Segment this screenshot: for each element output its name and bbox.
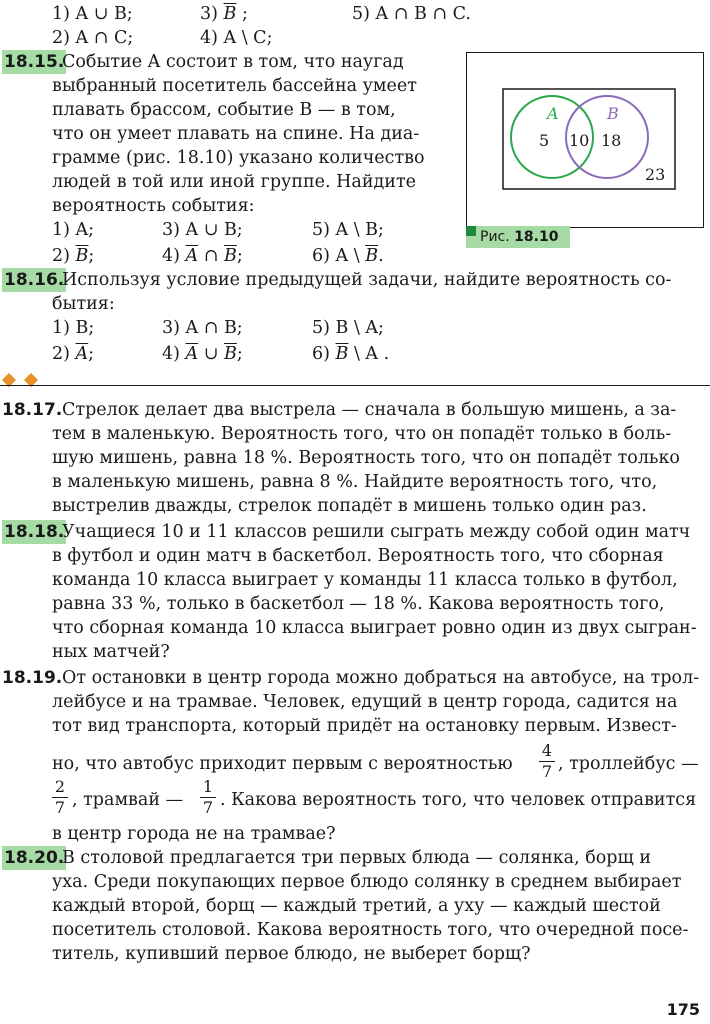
text-line: , трамвай — bbox=[72, 790, 184, 810]
text-line: равна 33 %, только в баскетбол — 18 %. Какова вероятность того, bbox=[52, 594, 665, 614]
text-line: тот вид транспорта, который придёт на остановку первым. Извест- bbox=[52, 716, 677, 736]
text-line: грамме (рис. 18.10) указано количество bbox=[52, 148, 425, 168]
section-divider bbox=[0, 385, 710, 386]
text-line: плавать брассом, событие B — в том, bbox=[52, 100, 396, 120]
text-line: бытия: bbox=[52, 294, 115, 314]
text-line: посетитель столовой. Какова вероятность того, что очередной посе- bbox=[52, 920, 689, 940]
venn-diagram bbox=[467, 53, 702, 226]
problem-number: 18.20. bbox=[4, 848, 65, 868]
text-line: людей в той или иной группе. Найдите bbox=[52, 172, 416, 192]
text-line: шую мишень, равна 18 %. Вероятность того, что он попадёт только bbox=[52, 448, 680, 468]
text-line: Стрелок делает два выстрела — сначала в большую мишень, а за- bbox=[62, 400, 677, 420]
set-a-label: A bbox=[547, 104, 559, 123]
text-line: что он умеет плавать на спине. На диа- bbox=[52, 124, 420, 144]
option-text: 5) A ∩ B ∩ C. bbox=[352, 4, 471, 24]
option-text: 1) B; bbox=[52, 318, 95, 338]
text-line: но, что автобус приходит первым с вероятностью bbox=[52, 754, 513, 774]
text-line: уха. Среди покупающих первое блюдо солянку в среднем выбирает bbox=[52, 872, 682, 892]
text-line: выбранный посетитель бассейна умеет bbox=[52, 76, 417, 96]
text-line: Учащиеся 10 и 11 классов решили сыграть между собой один матч bbox=[62, 522, 691, 542]
problem-number: 18.17. bbox=[2, 400, 63, 420]
fraction-4-7: 4 7 bbox=[539, 742, 555, 781]
text-line: От остановки в центр города можно добраться на автобусе, на трол- bbox=[62, 668, 700, 688]
option-text: 2) A ∩ C; bbox=[52, 28, 134, 48]
option-text: 4) $\overline{A}$ ∩ $\overline{B}$; bbox=[162, 246, 243, 266]
text-line: вероятность события: bbox=[52, 196, 255, 216]
count-both: 10 bbox=[569, 131, 590, 150]
text-line: выстрелив дважды, стрелок попадёт в мишень только один раз. bbox=[52, 496, 647, 516]
page-number: 175 bbox=[666, 1000, 700, 1019]
count-only-b: 18 bbox=[601, 131, 622, 150]
text-line: . Какова вероятность того, что человек отправится bbox=[220, 790, 697, 810]
text-line: в маленькую мишень, равна 8 %. Найдите вероятность того, что, bbox=[52, 472, 658, 492]
problem-number: 18.16. bbox=[4, 270, 65, 290]
text-line: ных матчей? bbox=[52, 642, 170, 662]
option-text: 4) A \ C; bbox=[200, 28, 273, 48]
text-line: в центр города не на трамвае? bbox=[52, 824, 336, 844]
text-line: , троллейбус — bbox=[558, 754, 699, 774]
count-outside: 23 bbox=[645, 165, 666, 184]
text-line: Событие A состоит в том, что наугад bbox=[62, 52, 404, 72]
option-text: 6) A \ $\overline{B}$. bbox=[312, 246, 384, 266]
text-line: тем в маленькую. Вероятность того, что он попадёт только в боль- bbox=[52, 424, 672, 444]
option-text: 2) $\overline{B}$; bbox=[52, 246, 95, 266]
text-line: команда 10 класса выиграет у команды 11 класса только в футбол, bbox=[52, 570, 678, 590]
option-text: 6) $\overline{B}$ \ A . bbox=[312, 344, 390, 364]
option-text: 5) B \ A; bbox=[312, 318, 384, 338]
caption-marker bbox=[466, 226, 476, 236]
text-line: титель, купивший первое блюдо, не выберет борщ? bbox=[52, 944, 531, 964]
problem-number: 18.19. bbox=[2, 668, 63, 688]
option-text: 4) $\overline{A}$ ∪ $\overline{B}$; bbox=[162, 344, 243, 364]
text-line: в футбол и один матч в баскетбол. Вероятность того, что сборная bbox=[52, 546, 664, 566]
fraction-1-7: 1 7 bbox=[200, 778, 216, 817]
option-text: 1) A ∪ B; bbox=[52, 4, 133, 24]
fraction-2-7: 2 7 bbox=[52, 778, 68, 817]
problem-number: 18.18. bbox=[4, 522, 65, 542]
option-text: 3) A ∩ B; bbox=[162, 318, 243, 338]
text-line: Используя условие предыдущей задачи, найдите вероятность со- bbox=[62, 270, 672, 290]
figure-caption: Рис. 18.10 bbox=[466, 226, 570, 248]
figure-frame bbox=[466, 52, 704, 228]
option-text: 1) A; bbox=[52, 220, 95, 240]
option-text: 5) A \ B; bbox=[312, 220, 384, 240]
text-line: лейбусе и на трамвае. Человек, едущий в центр города, садится на bbox=[52, 692, 678, 712]
option-text: 3) $\overline{B}$ ; bbox=[200, 4, 248, 24]
text-line: каждый второй, борщ — каждый третий, а уху — каждый шестой bbox=[52, 896, 661, 916]
text-line: что сборная команда 10 класса выиграет ровно один из двух сыгран- bbox=[52, 618, 697, 638]
problem-number: 18.15. bbox=[4, 52, 65, 72]
count-only-a: 5 bbox=[539, 131, 550, 150]
text-line: В столовой предлагается три первых блюда — солянка, борщ и bbox=[62, 848, 651, 868]
option-text: 3) A ∪ B; bbox=[162, 220, 243, 240]
option-text: 2) $\overline{A}$; bbox=[52, 344, 95, 364]
set-b-label: B bbox=[607, 104, 619, 123]
